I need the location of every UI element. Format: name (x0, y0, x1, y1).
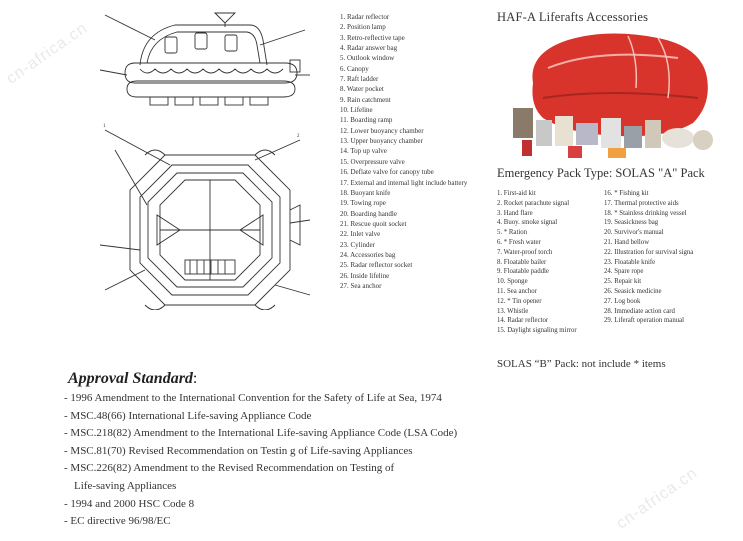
watermark-top: cn-africa.cn (3, 19, 91, 88)
list-item: 15. Daylight signaling mirror (497, 327, 577, 335)
list-item: - EC directive 96/98/EC (64, 515, 171, 528)
list-item: 26. Inside lifeline (340, 271, 390, 280)
list-item: 14. Top up valve (340, 147, 387, 156)
list-item: 6. * Fresh water (497, 238, 541, 246)
list-item: 17. Thermal protective aids (604, 199, 679, 207)
approval-title (68, 370, 197, 388)
list-item: 13. Whistle (497, 307, 529, 315)
list-item: 17. External and internal light include battery (340, 178, 468, 187)
list-item: 25. Radar reflector socket (340, 261, 413, 270)
solas-b-note: SOLAS “B” Pack: not include * items (497, 358, 666, 370)
accessories-photo-icon (508, 28, 723, 163)
list-item: 4. Radar answer bag (340, 44, 398, 53)
list-item: 23. Floatable knife (604, 258, 656, 266)
pack-list-column-2 (604, 189, 693, 326)
pack-list-column-1 (497, 189, 577, 336)
list-item: 11. Boarding ramp (340, 116, 393, 125)
list-item: 6. Canopy (340, 64, 369, 73)
list-item: 22. Illustration for survival signa (604, 248, 694, 256)
list-item: - MSC.226(82) Amendment to the Revised Recommendation on Testing of (64, 462, 395, 475)
list-item: 3. Hand flare (497, 209, 533, 217)
parts-list (340, 12, 467, 291)
list-item: - 1994 and 2000 HSC Code 8 (64, 497, 195, 510)
liferaft-top-view (100, 124, 310, 310)
list-item: 18. Buoyant knife (340, 188, 391, 197)
approval-title-text: Approval Standard (68, 370, 193, 387)
list-item: 12. * Tin opener (497, 297, 542, 305)
watermark-bottom: cn-africa.cn (613, 464, 701, 533)
list-item: 9. Floatable paddle (497, 268, 549, 276)
list-item: 20. Boarding handle (340, 209, 397, 218)
list-item: 10. Sponge (497, 278, 528, 286)
list-item: 29. Liferaft operation manual (604, 317, 685, 325)
approval-list (64, 390, 457, 531)
list-item: 21. Hand bellow (604, 238, 650, 246)
list-item: 9. Rain catchment (340, 95, 391, 104)
list-item: 7. Raft ladder (340, 75, 379, 84)
list-item: 19. Seasickness bag (604, 219, 659, 227)
list-item: 23. Cylinder (340, 240, 375, 249)
list-item: 12. Lower buoyancy chamber (340, 126, 424, 135)
list-item: 4. Buoy. smoke signal (497, 219, 558, 227)
liferaft-side-view (100, 13, 310, 105)
list-item: 22. Inlet valve (340, 230, 381, 239)
list-item: 20. Survivor's manual (604, 229, 664, 237)
list-item: 10. Lifeline (340, 106, 373, 115)
list-item: 26. Seasick medicine (604, 287, 662, 295)
list-item: 2. Rocket parachute signal (497, 199, 570, 207)
accessories-title: HAF-A Liferafts Accessories (497, 10, 649, 24)
list-item: 27. Sea anchor (340, 281, 382, 290)
list-item: 27. Log book (604, 297, 641, 305)
list-item: 7. Water-proof torch (497, 248, 553, 256)
list-item: 13. Upper buoyancy chamber (340, 137, 423, 146)
list-item: - MSC.218(82) Amendment to the International Life-saving Appliance Code (LSA Code) (64, 427, 458, 440)
svg-text:2: 2 (297, 134, 300, 139)
list-item: 21. Rescue quoit socket (340, 219, 407, 228)
pack-title: Emergency Pack Type: SOLAS "A" Pack (497, 166, 705, 180)
list-item: 11. Sea anchor (497, 287, 537, 295)
list-item: 1. First-aid kit (497, 190, 536, 197)
list-item: 1. Radar reflector (340, 13, 390, 21)
list-item: - MSC.48(66) International Life-saving Appliance Code (64, 409, 312, 422)
approval-title-colon: : (192, 370, 198, 387)
list-item: 25. Repair kit (604, 278, 642, 286)
list-item: 16. Deflate valve for canopy tube (340, 168, 434, 177)
list-item: 8. Water pocket (340, 85, 384, 94)
list-item: - MSC.81(70) Revised Recommendation on Testin g of Life-saving Appliances (64, 444, 413, 457)
list-item: 16. * Fishing kit (604, 190, 649, 197)
liferaft-drawings (85, 5, 325, 310)
list-item: 28. Immediate action card (604, 307, 675, 315)
list-item: 24. Accessories bag (340, 250, 396, 259)
list-item: 3. Retro-reflective tape (340, 33, 405, 42)
list-item: 24. Spare rope (604, 268, 644, 276)
liferaft-drawing-icon (85, 5, 325, 310)
list-item: 2. Position lamp (340, 23, 386, 32)
list-item: 18. * Stainless drinking vessel (604, 209, 687, 217)
list-item: 5. * Ration (497, 229, 528, 237)
list-item: Life-saving Appliances (74, 479, 177, 492)
list-item: 5. Outlook window (340, 54, 395, 63)
list-item: - 1996 Amendment to the International Convention for the Safety of Life at Sea, 1974 (64, 392, 442, 404)
list-item: 15. Overpressure valve (340, 157, 405, 166)
accessories-photo (508, 28, 723, 163)
svg-text:1: 1 (103, 124, 106, 129)
list-item: 8. Floatable bailer (497, 258, 547, 266)
list-item: 14. Radar reflector (497, 317, 549, 325)
list-item: 19. Towing rope (340, 199, 386, 208)
